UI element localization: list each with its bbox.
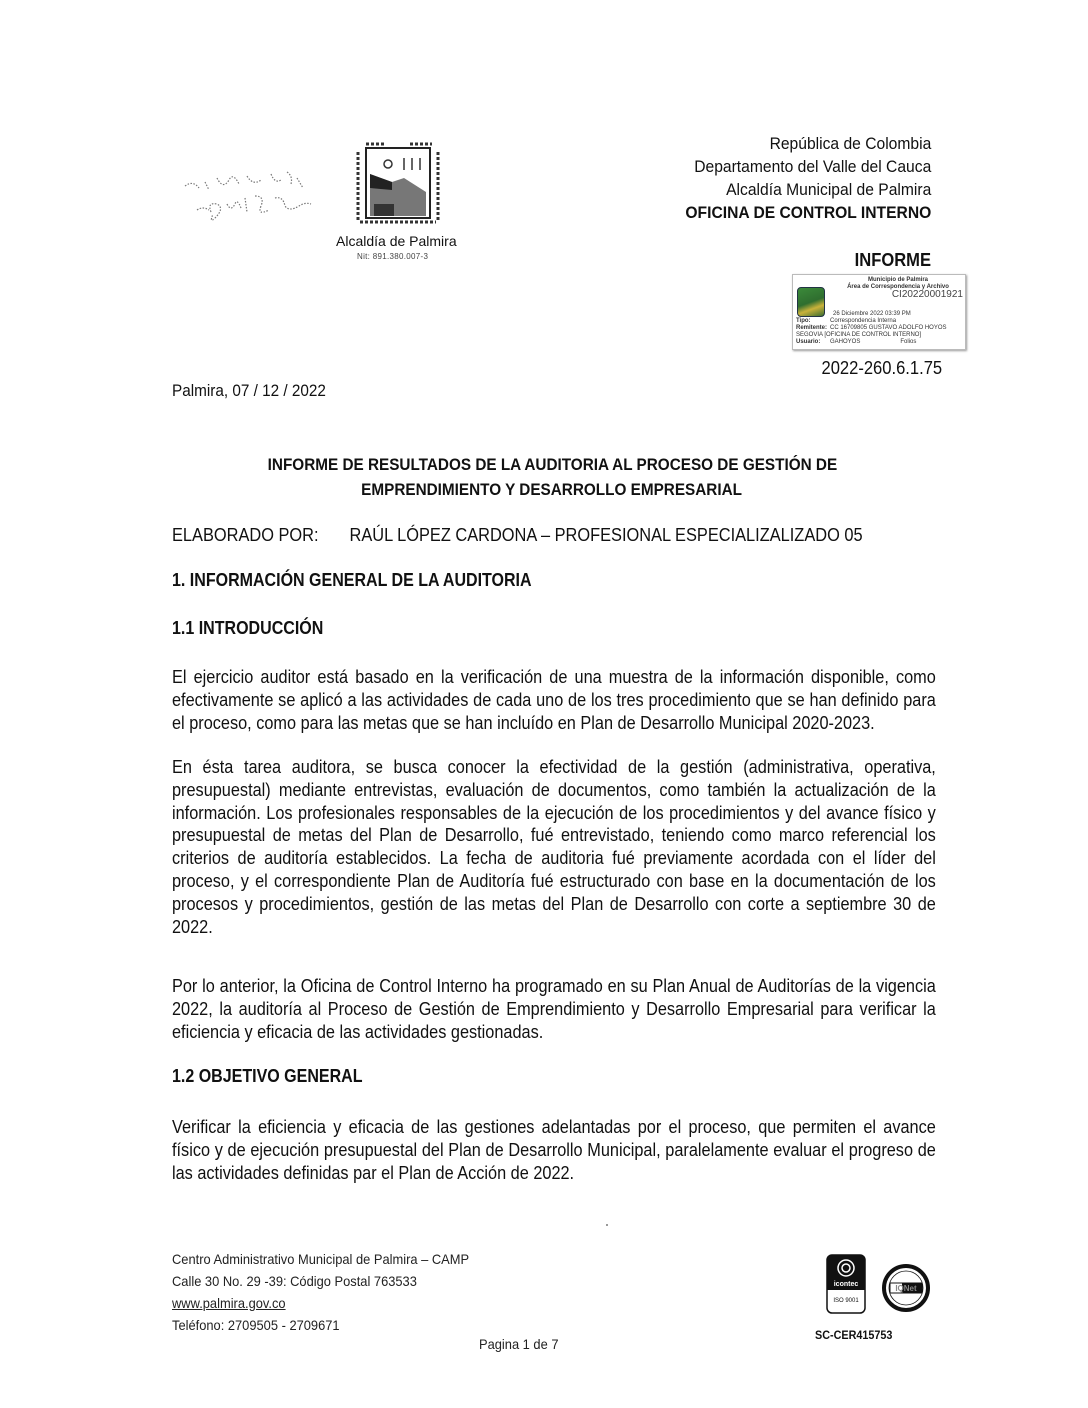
stamp-tipo-value: Correspondencia Interna (830, 318, 897, 324)
footer-address-line2: Calle 30 No. 29 -39: Código Postal 763533 (172, 1273, 417, 1289)
elaborado-value: RAÚL LÓPEZ CARDONA – PROFESIONAL ESPECIALIZALIZADO 05 (349, 525, 863, 545)
icontec-certification-logo (826, 1254, 866, 1314)
footer-contact (172, 1248, 469, 1336)
scan-speck (606, 1224, 608, 1226)
header-institution-block (664, 132, 931, 224)
certificate-code: SC-CER415753 (815, 1328, 893, 1342)
iqnet-text: IQNet (895, 1284, 917, 1293)
footer-website-link[interactable]: www.palmira.gov.co (172, 1295, 286, 1311)
paragraph-introduction-2: En ésta tarea auditora, se busca conocer la efectividad de la gestión (administrativa, operativa, presupuestal) mediante entrevistas, evaluación de documentos, como también la actualización de la información. Los profesionales responsables de la ejecución de los procedimientos y del avance físico y presupuestal de metas del Plan de Desarrollo, fué entrevistado, teniendo como marco referencial los criterios de auditoría establecidos. La fecha de auditoria fué previamente acordada con el líder del proceso, y el correspondiente Plan de Auditoría fué estructurado con base en la documentación de los procesos y procedimientos, gestión de las metas del Plan de Desarrollo con corte a septiembre 30 de 2022. (172, 757, 936, 937)
stamp-line2: Área de Correspondencia y Archivo (847, 284, 949, 290)
footer-phone: Teléfono: 2709505 - 2709671 (172, 1317, 340, 1333)
header-office: OFICINA DE CONTROL INTERNO (685, 203, 931, 222)
header-department: Departamento del Valle del Cauca (693, 157, 931, 176)
section-heading-1-1: 1.1 INTRODUCCIÓN (172, 618, 324, 638)
paragraph-introduction-1: El ejercicio auditor está basado en la verificación de una muestra de la información disponible, como efectivamente se aplicó a las actividades de cada uno de los tres procedimiento que se han definido para el proceso, como para las metas que se han incluído en Plan de Desarrollo Municipal 2020-2023. (172, 667, 936, 733)
stamp-logo-icon (797, 287, 825, 317)
header-country: República de Colombia (769, 134, 931, 153)
stamp-usuario-label: Usuario: (796, 339, 821, 345)
title-line-2: EMPRENDIMIENTO Y DESARROLLO EMPRESARIAL (361, 480, 743, 499)
correspondence-stamp (792, 274, 966, 350)
nit-number: Nit: 891.380.007-3 (357, 252, 429, 261)
stamp-line1: Municipio de Palmira (867, 277, 928, 283)
palmira-coat-of-arms-logo (352, 138, 444, 226)
iqnet-certification-logo (882, 1264, 930, 1312)
header-municipality: Alcaldía Municipal de Palmira (725, 180, 931, 199)
stamp-folios-label: Folios (900, 339, 917, 345)
stamp-remitente-label: Remitente: (796, 325, 828, 331)
title-line-1: INFORME DE RESULTADOS DE LA AUDITORIA AL PROCESO DE GESTIÓN DE (267, 455, 837, 474)
document-date: Palmira, 07 / 12 / 2022 (172, 381, 326, 400)
stamp-date: 26 Diciembre 2022 03:39 PM (833, 311, 911, 317)
document-title (172, 452, 932, 502)
alcaldia-name: Alcaldía de Palmira (336, 233, 457, 249)
iso-text: ISO 9001 (833, 1298, 859, 1304)
stamp-remitente-value: CC 16709805 GUSTAVO ADOLFO HOYOS (830, 325, 947, 331)
elaborado-label: ELABORADO POR: (172, 525, 319, 545)
signature-image (175, 168, 325, 228)
paragraph-introduction-3: Por lo anterior, la Oficina de Control Interno ha programado en su Plan Anual de Auditorías de la vigencia 2022, la auditoría al Proceso de Gestión de Emprendimiento y Desarrollo Empresarial para verificar la eficiencia y eficacia de las actividades gestionadas. (172, 976, 936, 1042)
stamp-usuario-value: GAHOYOS (830, 339, 861, 345)
footer-address-line1: Centro Administrativo Municipal de Palmira – CAMP (172, 1251, 470, 1267)
icontec-text: icontec (833, 1281, 859, 1288)
stamp-code: CI20220001921 (891, 289, 963, 300)
section-heading-1: 1. INFORMACIÓN GENERAL DE LA AUDITORIA (172, 570, 532, 590)
paragraph-objective: Verificar la eficiencia y eficacia de las gestiones adelantadas por el proceso, que permiten el avance físico y de ejecución presupuestal del Plan de Desarrollo Municipal, paralelamente evaluar el progreso de las actividades definidas par el Plan de Acción de 2022. (172, 1117, 936, 1183)
section-heading-1-2: 1.2 OBJETIVO GENERAL (172, 1066, 363, 1086)
page-number: Pagina 1 de 7 (479, 1336, 559, 1352)
stamp-tipo-label: Tipo: (796, 318, 811, 324)
document-type: INFORME (854, 250, 931, 270)
elaborado-por (172, 525, 863, 546)
stamp-remitente-value2: SEGOVIA [OFICINA DE CONTROL INTERNO] (796, 332, 922, 338)
radicado-number: 2022-260.6.1.75 (821, 358, 942, 378)
